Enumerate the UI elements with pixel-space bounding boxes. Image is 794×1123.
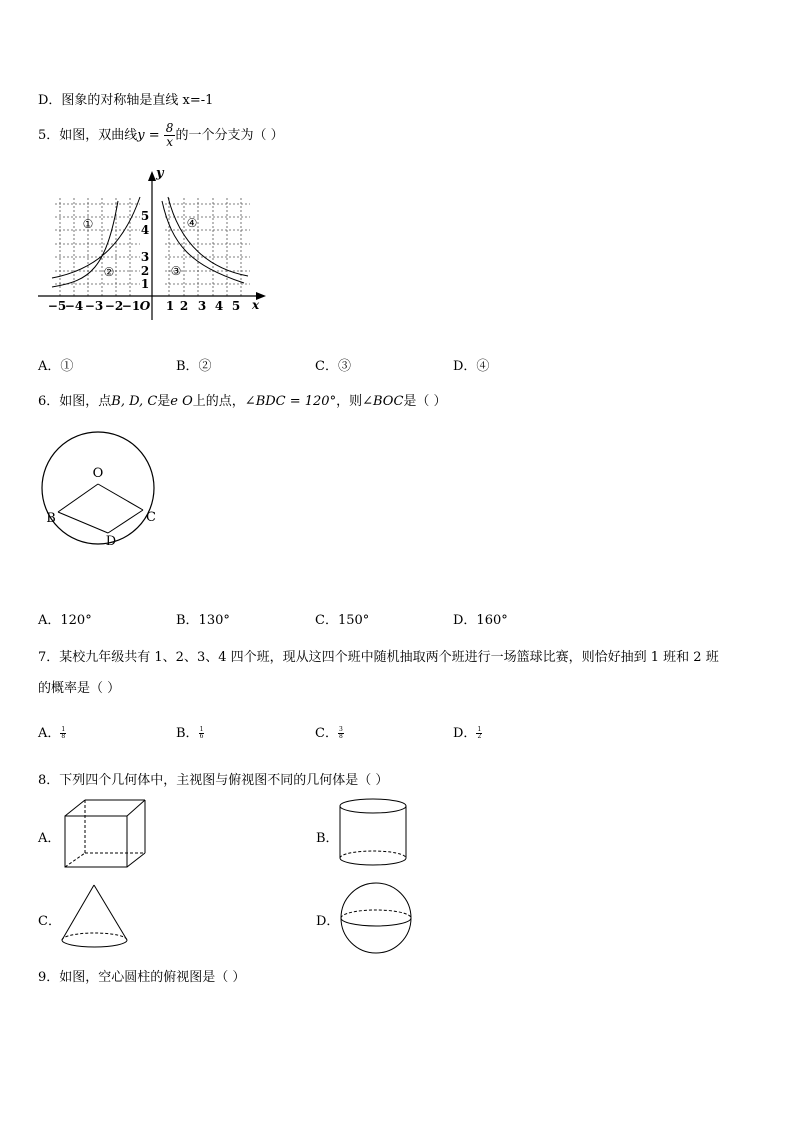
circle-o <box>42 432 154 544</box>
x-tick-neg1: −1 <box>121 299 141 313</box>
q7-option-c-label: C． <box>315 726 338 741</box>
cone-left-edge <box>62 885 94 940</box>
segment-bd <box>58 512 108 533</box>
branch-label-2: ② <box>103 265 115 279</box>
segment-cd <box>108 510 143 533</box>
point-c-label: C <box>146 510 156 525</box>
origin-label: O <box>139 299 151 313</box>
q7-option-a-label: A． <box>38 726 61 741</box>
x-axis-label: x <box>252 298 260 312</box>
cone-right-edge <box>94 885 127 940</box>
cube-edge-br <box>127 853 145 867</box>
cylinder-bottom-back <box>340 851 406 858</box>
y-axis-label: y <box>156 166 164 181</box>
q6-mid3: ，则 <box>336 394 363 409</box>
sphere-equator-back <box>341 910 411 918</box>
q5-frac-num: 8 <box>165 121 174 135</box>
q7-option-c[interactable] <box>315 722 344 741</box>
q5-prefix: 5．如图，双曲线 <box>38 128 138 143</box>
point-d-label: D <box>105 534 117 549</box>
q5-stem <box>38 122 284 149</box>
q7-option-c-den: 8 <box>338 733 343 740</box>
q5-option-a[interactable]: A．① <box>38 359 74 374</box>
cylinder-top <box>340 799 406 813</box>
q7-option-d-label: D． <box>453 726 477 741</box>
cube-hidden-diagonal <box>65 853 85 867</box>
q6-stem <box>38 390 447 409</box>
x-tick-3: 3 <box>197 299 207 313</box>
q6-angle2: ∠BOC <box>362 394 404 409</box>
x-tick-neg3: −3 <box>84 299 104 313</box>
q6-option-a[interactable]: A．120° <box>38 613 92 628</box>
segment-oc <box>98 484 143 510</box>
q6-mid: 是 <box>157 394 171 409</box>
y-tick-1: 1 <box>140 277 150 291</box>
q5-suffix: 的一个分支为（ ） <box>175 128 284 143</box>
q7-option-b[interactable] <box>176 722 204 741</box>
point-b-label: B <box>46 511 56 526</box>
cone-base-back <box>62 933 127 940</box>
x-tick-2: 2 <box>179 299 189 313</box>
sphere-equator-front <box>341 918 411 926</box>
x-tick-4: 4 <box>214 299 224 313</box>
q8-option-a-label[interactable]: A． <box>38 831 61 846</box>
cone-figure <box>58 882 132 952</box>
q7-option-b-num: 1 <box>199 726 204 733</box>
q6-points: B, D, C <box>111 394 158 409</box>
q8-stem: 8．下列四个几何体中，主视图与俯视图不同的几何体是（ ） <box>38 773 389 788</box>
q5-fraction <box>164 122 176 149</box>
q6-option-c[interactable]: C．150° <box>315 613 370 628</box>
q6-option-d[interactable]: D．160° <box>453 613 508 628</box>
q5-formula-lhs: y = <box>137 128 160 143</box>
y-axis-arrow <box>148 171 156 181</box>
q5-option-d[interactable]: D．④ <box>453 359 490 374</box>
q7-option-a-fraction <box>60 727 66 740</box>
hyperbola-graph <box>30 165 280 325</box>
q8-option-b-label[interactable]: B． <box>316 831 339 846</box>
q5-frac-den: x <box>166 135 173 149</box>
x-tick-5: 5 <box>231 299 241 313</box>
q5-option-c[interactable]: C．③ <box>315 359 351 374</box>
circle-figure <box>35 430 165 555</box>
q7-option-b-den: 6 <box>199 733 204 740</box>
q8-option-c-label[interactable]: C． <box>38 914 61 929</box>
q7-option-a[interactable] <box>38 722 66 741</box>
q7-option-a-num: 1 <box>61 726 66 733</box>
cube-edge-tl <box>65 800 85 816</box>
branch-label-3: ③ <box>170 264 182 278</box>
y-tick-5: 5 <box>140 209 150 223</box>
cube-front-face <box>65 816 127 867</box>
q6-mid2: 上的点， <box>192 394 245 409</box>
q7-option-d[interactable] <box>453 722 482 741</box>
y-tick-4: 4 <box>140 223 150 237</box>
y-tick-3: 3 <box>140 250 150 264</box>
q7-line1: 7．某校九年级共有 1、2、3、4 四个班，现从这四个班中随机抽取两个班进行一场篮球比赛，则恰好抽到 1 班和 2 班 <box>38 650 719 665</box>
q9-stem: 9．如图，空心圆柱的俯视图是（ ） <box>38 970 246 985</box>
q6-option-b[interactable]: B．130° <box>176 613 230 628</box>
sphere-outline <box>341 883 411 953</box>
q4-option-d: D．图象的对称轴是直线 x=-1 <box>38 93 214 108</box>
q7-option-d-den: 2 <box>477 733 482 740</box>
cube-figure <box>60 797 150 872</box>
q5-option-b[interactable]: B．② <box>176 359 212 374</box>
branch-label-1: ① <box>82 217 94 231</box>
branch-label-4: ④ <box>186 216 198 230</box>
sphere-figure <box>336 880 416 956</box>
q7-line2: 的概率是（ ） <box>38 681 121 696</box>
segment-ob <box>58 484 98 512</box>
cylinder-bottom-front <box>340 858 406 865</box>
q7-option-b-fraction <box>199 727 205 740</box>
cone-base-front <box>62 940 127 947</box>
cylinder-figure <box>336 796 412 872</box>
cube-edge-tr <box>127 800 145 816</box>
q6-prefix: 6．如图，点 <box>38 394 112 409</box>
point-o-label: O <box>92 466 104 481</box>
q7-option-b-label: B． <box>176 726 199 741</box>
x-tick-neg2: −2 <box>104 299 124 313</box>
x-tick-neg5: −5 <box>47 299 67 313</box>
x-tick-neg4: −4 <box>64 299 84 313</box>
q6-suffix: 是（ ） <box>403 394 447 409</box>
q8-option-d-label[interactable]: D． <box>316 914 340 929</box>
q7-option-d-fraction <box>476 727 482 740</box>
q7-option-c-num: 3 <box>338 726 343 733</box>
y-tick-2: 2 <box>140 264 150 278</box>
q7-option-c-fraction <box>338 727 344 740</box>
q7-option-a-den: 8 <box>61 733 66 740</box>
x-tick-1: 1 <box>165 299 175 313</box>
q6-circle: e O <box>170 394 193 409</box>
q7-option-d-num: 1 <box>477 726 482 733</box>
q6-angle1: ∠BDC = 120° <box>244 394 337 409</box>
